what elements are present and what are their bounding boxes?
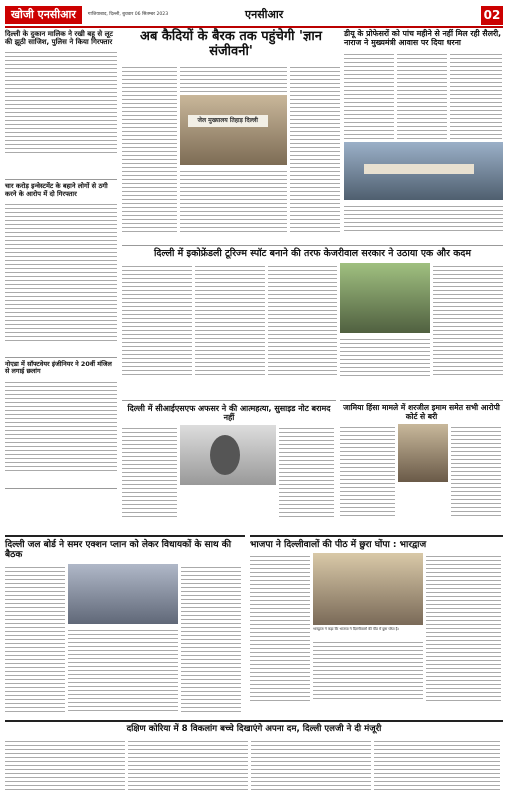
section-title: एनसीआर — [245, 8, 284, 21]
story-headline: दिल्ली में इकोफ्रेंडली टूरिज्म स्पॉट बनाने की तरफ केजरीवाल सरकार ने उठाया एक और कदम — [153, 248, 471, 259]
lead-story — [122, 30, 340, 240]
story-body — [344, 203, 503, 231]
story-eco-tourism — [122, 245, 503, 395]
story-body — [340, 424, 395, 519]
tourism-photo — [340, 263, 430, 333]
story-jamia — [340, 400, 503, 528]
lead-headline: अब कैदियों के बैरक तक पहुंचेगी 'ज्ञान संजीवनी' — [140, 29, 322, 59]
story-headline: चार करोड़ इन्वेस्टमेंट के बहाने लोगों से ठगी करने के आरोप में दो गिरफ्तार — [5, 182, 108, 198]
story-investment-fraud — [5, 183, 117, 358]
story-body — [313, 639, 423, 701]
story-body — [251, 738, 371, 793]
bharadwaj-photo — [313, 553, 423, 625]
story-body — [5, 49, 117, 154]
story-body — [5, 564, 65, 714]
story-body — [344, 51, 394, 139]
story-shop-owner — [5, 30, 117, 180]
left-column — [5, 30, 117, 490]
masthead: खोजी एनसीआर — [5, 6, 82, 24]
story-cisf-suicide — [122, 400, 336, 528]
story-body — [426, 553, 501, 703]
story-body — [122, 425, 177, 520]
page-number: 02 — [481, 6, 503, 25]
story-headline: जामिया हिंसा मामले में शरजील इमाम समेत सभी आरोपी कोर्ट से बरी — [343, 403, 500, 421]
story-body — [181, 564, 241, 714]
story-body — [68, 627, 178, 713]
story-headline: दिल्ली जल बोर्ड ने समर एक्शन प्लान को लेकर विधायकों के साथ की बैठक — [5, 540, 232, 561]
jail-sign: जेल मुख्यालय तिहाड़ दिल्ली — [188, 115, 268, 127]
story-jal-board — [5, 535, 245, 715]
jail-photo — [180, 95, 288, 165]
suicide-photo — [180, 425, 276, 485]
page-header — [5, 4, 503, 28]
story-headline: दिल्ली के दुकान मालिक ने रखी बहू से लूट की झूठी साजिश, पुलिस ने किया गिरफ्तार — [5, 30, 113, 47]
story-body — [268, 263, 338, 378]
story-body — [450, 51, 502, 139]
photo-caption: भारद्वाज ने कहा कि भाजपा ने दिल्लीवालों की पीठ में छुरा घोंपा है। — [313, 627, 399, 632]
story-body — [5, 201, 117, 341]
story-south-korea — [5, 720, 503, 796]
story-headline: डीयू के प्रोफेसरों को पांच महीने से नहीं मिल रही सैलरी, नाराज ने मुख्यमंत्री आवास पर दिया धरना — [344, 29, 502, 47]
edition-date: गाजियाबाद, दिल्ली, बुधवार 06 सितम्बर 2023 — [87, 11, 169, 17]
story-body — [433, 263, 503, 378]
story-body — [5, 379, 117, 474]
story-headline: भाजपा ने दिल्लीवालों की पीठ में छुरा घोंपा : भारद्वाज — [250, 540, 427, 550]
story-body — [397, 51, 447, 139]
story-body — [451, 424, 501, 519]
story-body — [374, 738, 500, 793]
story-body — [122, 263, 192, 378]
story-body — [279, 425, 334, 520]
lead-body-col1 — [122, 64, 177, 234]
story-body — [128, 738, 248, 793]
story-body — [340, 336, 430, 378]
story-bjp-bharadwaj — [250, 535, 503, 715]
story-body — [5, 738, 125, 793]
story-du-professors — [344, 30, 503, 240]
sharjeel-photo — [398, 424, 448, 482]
meeting-photo — [68, 564, 178, 624]
story-headline: दिल्ली में सीआईएसएफ अफसर ने की आत्महत्या, सुसाइड नोट बरामद नहीं — [127, 404, 331, 423]
story-body — [195, 263, 265, 378]
protest-photo — [344, 142, 503, 200]
story-headline: दक्षिण कोरिया में 8 विकलांग बच्चे दिखाएंगे अपना दम, दिल्ली एलजी ने दी मंजूरी — [126, 724, 382, 734]
lead-body-col2 — [180, 64, 288, 92]
story-headline: नोएडा में सॉफ्टवेयर इंजीनियर ने 20वीं मंजिल से लगाई छलांग — [5, 360, 112, 376]
lead-body-col3 — [180, 168, 288, 232]
lead-body-col4 — [290, 64, 340, 234]
story-noida-engineer — [5, 361, 117, 489]
story-body — [250, 553, 310, 703]
